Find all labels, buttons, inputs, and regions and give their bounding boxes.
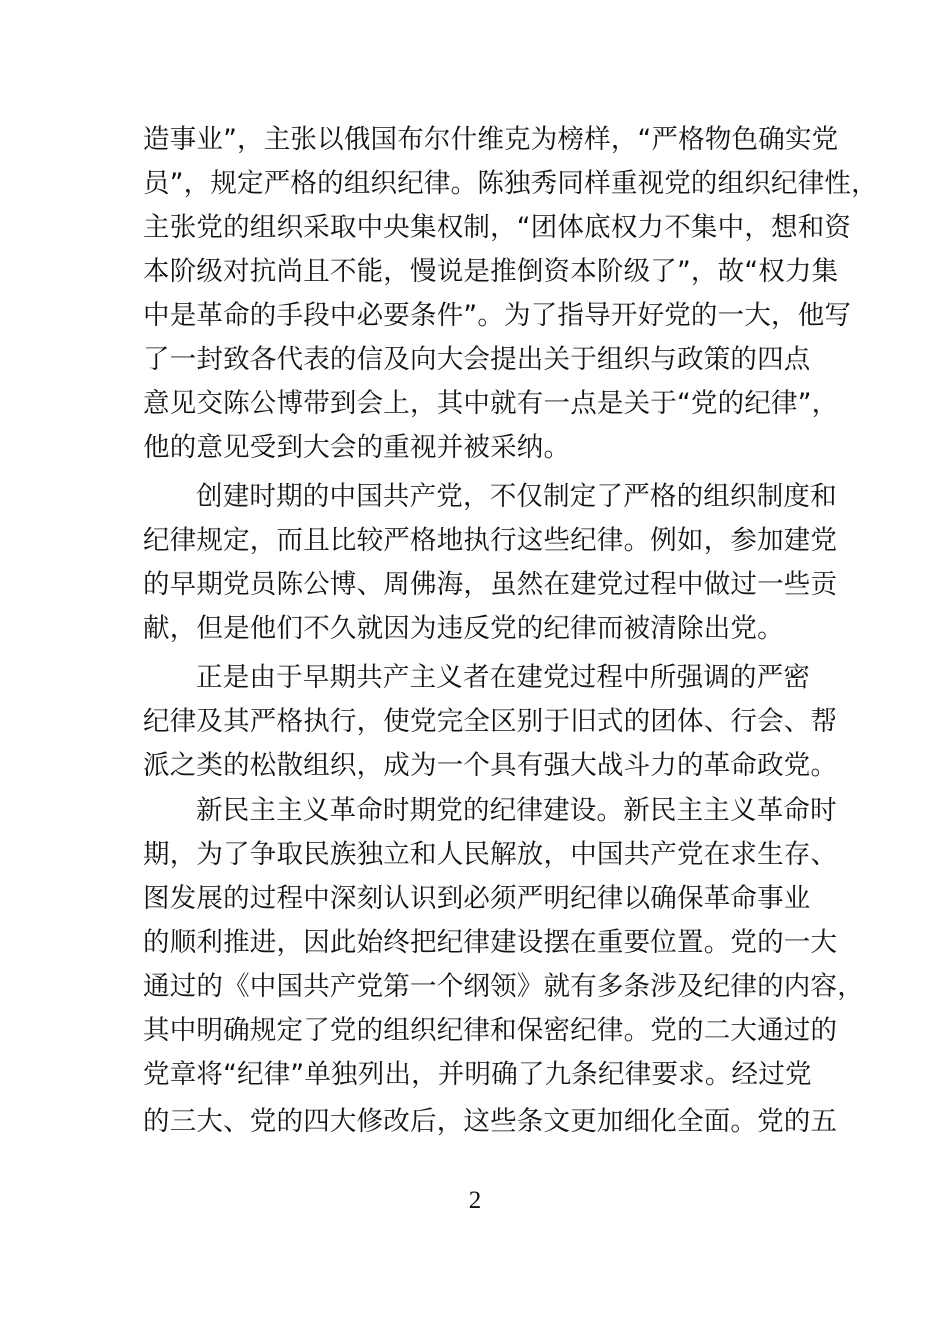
text-line: 了一封致各代表的信及向大会提出关于组织与政策的四点 <box>143 344 811 375</box>
paragraph-first-line: 新民主主义革命时期党的纪律建设。新民主主义革命时 <box>196 795 837 826</box>
text-line: 主张党的组织采取中央集权制，“团体底权力不集中，想和资 <box>143 212 852 243</box>
text-line: 党章将“纪律”单独列出，并明确了九条纪律要求。经过党 <box>143 1059 812 1090</box>
text-line: 本阶级对抗尚且不能，慢说是推倒资本阶级了”，故“权力集 <box>143 256 839 287</box>
text-line: 纪律及其严格执行，使党完全区别于旧式的团体、行会、帮 <box>143 706 838 737</box>
text-line: 纪律规定，而且比较严格地执行这些纪律。例如，参加建党 <box>143 525 838 556</box>
text-line: 造事业”，主张以俄国布尔什维克为榜样，“严格物色确实党 <box>143 124 839 155</box>
text-line: 派之类的松散组织，成为一个具有强大战斗力的革命政党。 <box>143 750 838 781</box>
text-line: 的三大、党的四大修改后，这些条文更加细化全面。党的五 <box>143 1106 838 1137</box>
paragraph-first-line: 正是由于早期共产主义者在建党过程中所强调的严密 <box>196 662 811 693</box>
text-line: 的顺利推进，因此始终把纪律建设摆在重要位置。党的一大 <box>143 927 838 958</box>
paragraph-first-line: 创建时期的中国共产党，不仅制定了严格的组织制度和 <box>196 481 837 512</box>
text-line: 的早期党员陈公博、周佛海，虽然在建党过程中做过一些贡 <box>143 569 838 600</box>
text-line: 他的意见受到大会的重视并被采纳。 <box>143 432 571 463</box>
text-line: 献，但是他们不久就因为违反党的纪律而被清除出党。 <box>143 613 784 644</box>
text-line: 员”，规定严格的组织纪律。陈独秀同样重视党的组织纪律性， <box>143 168 878 199</box>
text-line: 其中明确规定了党的组织纪律和保密纪律。党的二大通过的 <box>143 1015 838 1046</box>
text-line: 意见交陈公博带到会上，其中就有一点是关于“党的纪律”， <box>143 388 839 419</box>
text-line: 通过的《中国共产党第一个纲领》就有多条涉及纪律的内容， <box>143 971 864 1002</box>
text-line: 图发展的过程中深刻认识到必须严明纪律以确保革命事业 <box>143 883 811 914</box>
page-number: 2 <box>468 1187 482 1214</box>
text-line: 中是革命的手段中必要条件”。为了指导开好党的一大，他写 <box>143 300 852 331</box>
text-line: 期，为了争取民族独立和人民解放，中国共产党在求生存、 <box>143 839 838 870</box>
